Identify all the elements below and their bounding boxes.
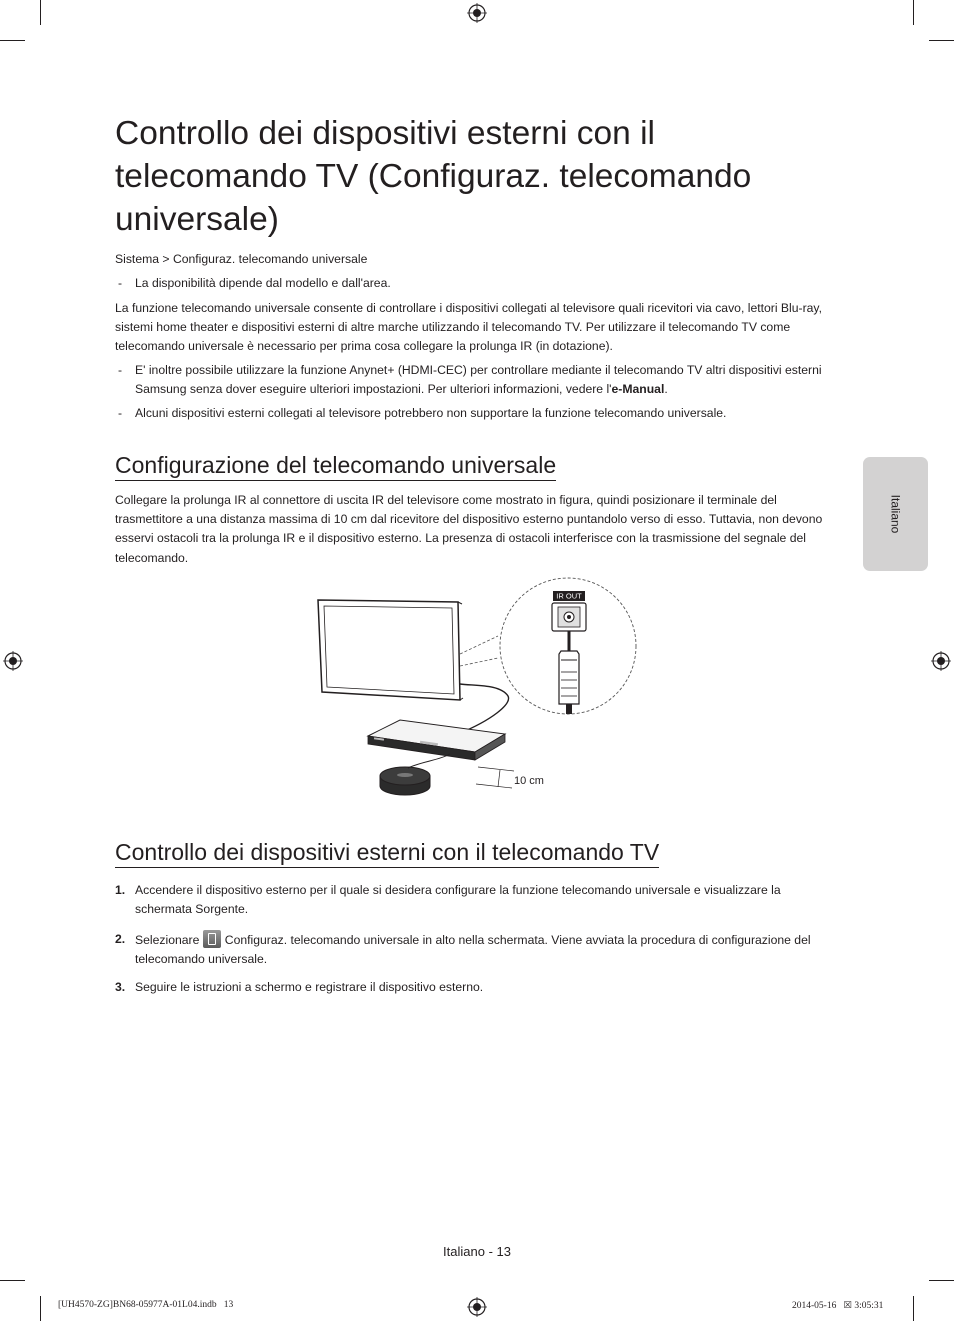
step-number: 1. (115, 883, 126, 897)
step-number: 3. (115, 980, 126, 994)
distance-label: 10 cm (514, 775, 544, 787)
set-top-box-illustration (368, 720, 505, 760)
step-number: 2. (115, 932, 126, 946)
note-text: E' inoltre possibile utilizzare la funzione Anynet+ (HDMI-CEC) per controllare mediante il telecomando TV altri dispositivi esterni Samsung senza dover eseguire ulteriori impostazioni. Per ulteriori informazioni, vedere l' (135, 363, 822, 397)
port-label: IR OUT (556, 591, 582, 601)
note-text: Alcuni dispositivi esterni collegati al televisore potrebbero non supportare la funzione telecomando universale. (135, 406, 727, 420)
print-date-info: 2014-05-16 ☒ 3:05:31 (792, 1301, 884, 1311)
registration-mark-icon (3, 651, 23, 671)
menu-reference: Configuraz. telecomando universale (224, 933, 420, 947)
page-number: Italiano - 13 (443, 1244, 511, 1259)
breadcrumb-item: Sistema (115, 252, 160, 266)
note: - La disponibilità dipende dal modello e dall'area. (118, 276, 391, 290)
registration-mark-icon (931, 651, 951, 671)
note: - Alcuni dispositivi esterni collegati al televisore potrebbero non supportare la funzione telecomando universale. (118, 406, 727, 420)
language-tab (863, 457, 928, 571)
crop-mark (913, 1296, 914, 1321)
page-title: Controllo dei dispositivi esterni con il telecomando TV (Configuraz. telecomando universale) (115, 115, 752, 238)
crop-mark (929, 40, 954, 41)
tv-illustration (318, 600, 463, 700)
registration-mark-icon (467, 3, 487, 23)
ir-extender-illustration (300, 574, 645, 804)
remote-setup-icon (203, 930, 221, 948)
crop-mark (929, 1280, 954, 1281)
note-text: La disponibilità dipende dal modello e dall'area. (135, 276, 391, 290)
crop-mark (0, 1280, 25, 1281)
list-item (115, 978, 840, 997)
crop-mark (913, 0, 914, 25)
breadcrumb-item: Configuraz. telecomando universale (172, 252, 368, 266)
list-item: 1. Accendere il dispositivo esterno per il quale si desidera configurare la funzione telecomando universale e visualizzare la schermata Sorgente. (115, 883, 781, 917)
note: - E' inoltre possibile utilizzare la funzione Anynet+ (HDMI-CEC) per controllare mediante il telecomando TV altri dispositivi esterni Samsung senza dover eseguire ulteriori impostazioni. Per ulteriori informazioni, vedere l'e-Manual. (118, 363, 822, 397)
language-tab-label: Italiano (888, 494, 903, 534)
manual-reference: e-Manual (611, 382, 665, 397)
breadcrumb-separator: > (162, 252, 170, 266)
crop-mark (0, 40, 25, 41)
step-text: Selezionare (135, 933, 203, 947)
ir-out-port (552, 591, 586, 631)
crop-mark (40, 0, 41, 25)
step-text: Accendere il dispositivo esterno per il quale si desidera configurare la funzione telecomando universale e visualizzare la schermata (135, 883, 781, 917)
section-title: Configurazione del telecomando universale (115, 451, 556, 481)
menu-reference: Sorgente (195, 902, 245, 917)
registration-mark-icon (467, 1297, 487, 1317)
ir-plug (559, 631, 579, 714)
step-text: Seguire le istruzioni a schermo e registrare il dispositivo esterno. (135, 980, 484, 994)
section-title: Controllo dei dispositivi esterni con il telecomando TV (115, 838, 659, 868)
list-item: 2. Selezionare Configuraz. telecomando universale in alto nella schermata. Viene avviata la procedura di configurazione del telecomando universale. (115, 932, 811, 967)
print-file-info: [UH4570-ZG]BN68-05977A-01L04.indb 13 (58, 1300, 234, 1310)
ir-transmitter-illustration (380, 754, 450, 795)
intro-paragraph: La funzione telecomando universale consente di controllare i dispositivi collegati al televisore quali ricevitori via cavo, lettori Blu-ray, sistemi home theater e dispositivi esterni di altre marche utilizzando il telecomando TV. Per utilizzare il telecomando TV come telecomando universale è necessario per prima cosa collegare la prolunga IR (in dotazione). (115, 301, 823, 354)
crop-mark (40, 1296, 41, 1321)
breadcrumb (115, 250, 367, 269)
section-paragraph: Collegare la prolunga IR al connettore di uscita IR del televisore come mostrato in figura, quindi posizionare il terminale del trasmettitore a una distanza massima di 10 cm dal ricevitore del dispositivo esterno puntandolo verso di esso. Tuttavia, non devono esservi ostacoli tra la prolunga IR e il dispositivo esterno. La presenza di ostacoli interferisce con la trasmissione del segnale del telecomando. (115, 493, 823, 565)
